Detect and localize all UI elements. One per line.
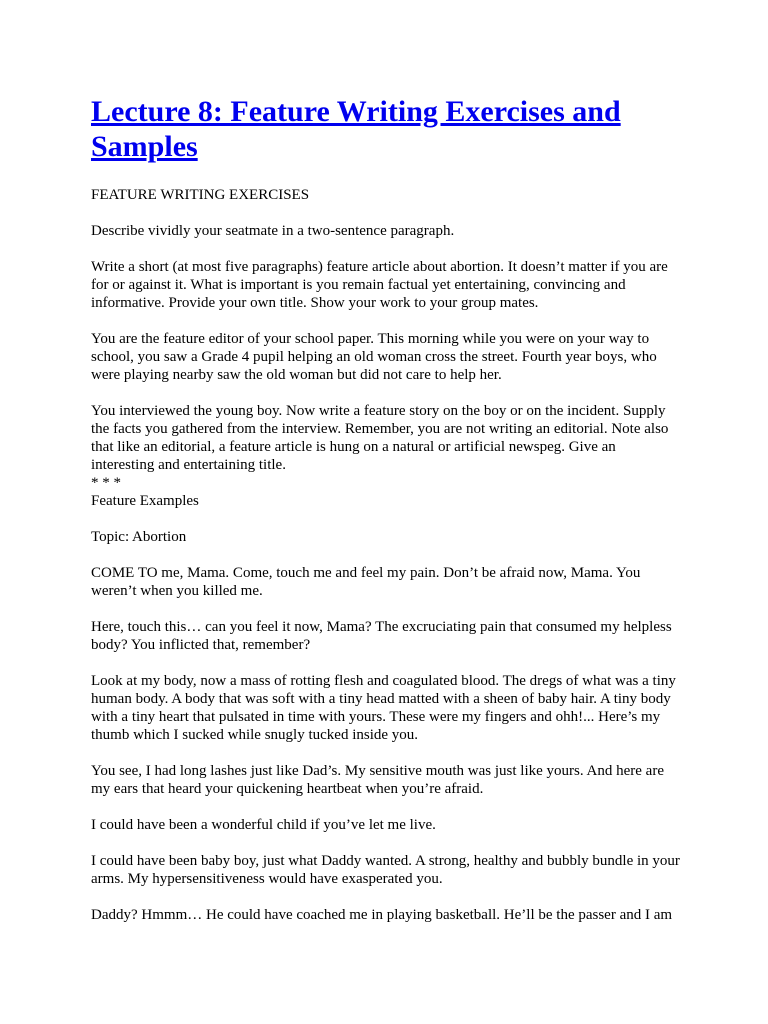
sample-paragraph: COME TO me, Mama. Come, touch me and feel my pain. Don’t be afraid now, Mama. You weren’t when you killed me. (91, 565, 641, 599)
sample-paragraph: Look at my body, now a mass of rotting flesh and coagulated blood. The dregs of what was a tiny human body. A body that was soft with a tiny head matted with a sheen of baby hair. A tiny body with a tiny heart that pulsated in time with yours. These were my fingers and ohh!... Here’s my thumb which I sucked while snugly tucked inside you. (91, 673, 676, 743)
document-page (91, 94, 681, 942)
sample-paragraph: I could have been baby boy, just what Daddy wanted. A strong, healthy and bubbly bundle in your arms. My hypersensitiveness would have exasperated you. (91, 853, 680, 887)
section-heading-examples: Feature Examples (91, 493, 199, 509)
page-title (91, 94, 681, 164)
title-link[interactable]: Lecture 8: Feature Writing Exercises and Samples (91, 95, 621, 163)
exercise-3-continued-paragraph: You interviewed the young boy. Now write a feature story on the boy or on the incident. Supply the facts you gathered from the interview. Remember, you are not writing an editorial. Note also that like an editorial, a feature article is hung on a natural or artificial newspeg. Give an interesting and entertaining title. (91, 403, 669, 473)
sample-paragraph: I could have been a wonderful child if you’ve let me live. (91, 817, 436, 833)
section-divider: * * * (91, 475, 121, 491)
sample-paragraph: Here, touch this… can you feel it now, Mama? The excruciating pain that consumed my helpless body? You inflicted that, remember? (91, 619, 672, 653)
exercise-3-paragraph: You are the feature editor of your school paper. This morning while you were on your way to school, you saw a Grade 4 pupil helping an old woman cross the street. Fourth year boys, who were playing nearby saw the old woman but did not care to help her. (91, 331, 657, 383)
section-heading-exercises: FEATURE WRITING EXERCISES (91, 187, 310, 203)
exercise-1-paragraph: Describe vividly your seatmate in a two-sentence paragraph. (91, 223, 455, 239)
sample-paragraph: Daddy? Hmmm… He could have coached me in playing basketball. He’ll be the passer and I am (91, 907, 673, 923)
exercise-2-paragraph: Write a short (at most five paragraphs) feature article about abortion. It doesn’t matter if you are for or against it. What is important is you remain factual yet entertaining, convincing and informative. Provide your own title. Show your work to your group mates. (91, 259, 668, 311)
topic-label: Topic: Abortion (91, 529, 187, 545)
sample-paragraph: You see, I had long lashes just like Dad’s. My sensitive mouth was just like yours. And here are my ears that heard your quickening heartbeat when you’re afraid. (91, 763, 664, 797)
